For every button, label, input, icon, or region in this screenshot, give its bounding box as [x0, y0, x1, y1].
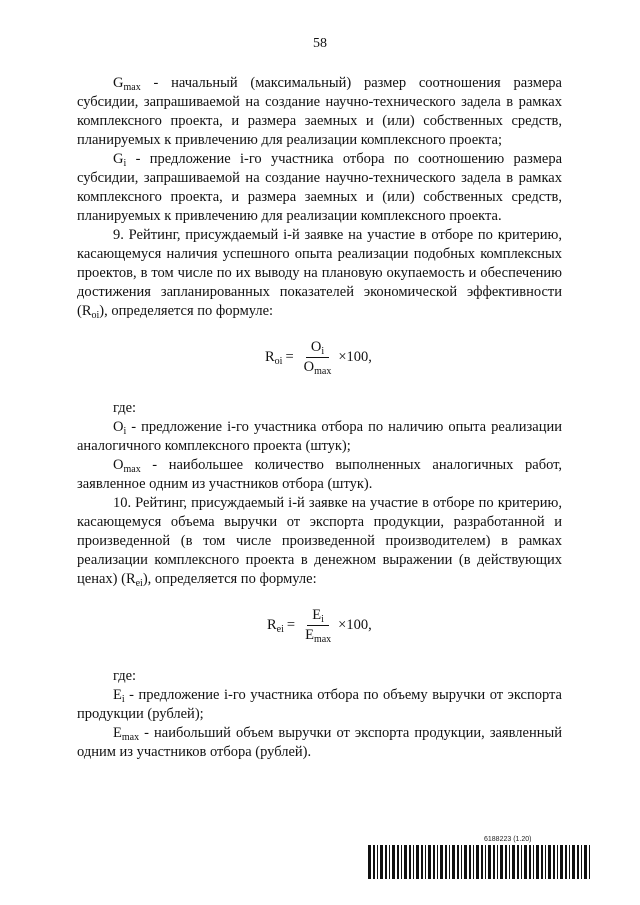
paragraph-text: - наибольшее количество выполненных аналогичных работ, заявленное одним из участников отбора (штук).: [77, 457, 562, 492]
paragraph-text: - наибольший объем выручки от экспорта продукции, заявленный одним из участников отбора (рублей).: [77, 725, 562, 760]
paragraph-o-i: [77, 418, 562, 456]
subscript-i: i: [123, 426, 127, 437]
paragraph-text: 10. Рейтинг, присуждаемый i-й заявке на участие в отборе по критерию, касающемуся объема выручки от экспорта продукции, разработанной и произведенной (в том числе произведенной производителем) в рамках реализации комплексного проекта в денежном выражении (в действующих ценах) (: [77, 495, 562, 587]
symbol-r: R: [81, 303, 92, 319]
fraction-denominator: $O_{max}$: [303, 359, 332, 377]
symbol-g: G: [113, 151, 124, 167]
paragraph-where: где:: [113, 668, 137, 684]
paragraph-g-i: [77, 150, 562, 226]
symbol-o: O: [113, 457, 124, 473]
subscript-max: max: [121, 732, 140, 743]
paragraph-tail: ), определяется по формуле:: [142, 571, 317, 587]
subscript-ei: ei: [135, 578, 143, 589]
document-code: 6188223 (1.20): [484, 836, 532, 843]
fraction-denominator: $E_{max}$: [305, 627, 332, 645]
symbol-g: G: [113, 75, 124, 91]
subscript-i: i: [123, 158, 127, 169]
paragraph-text: - начальный (максимальный) размер соотношения размера субсидии, запрашиваемой на создание научно-технического задела в рамках комплексного проекта, и размера заемных и (или) собственных средств, планируемых к привлечению для реализации комплексного проекта;: [77, 75, 562, 148]
formula-equals: =: [285, 349, 294, 365]
formula-fraction: [300, 607, 336, 644]
paragraph-text: 9. Рейтинг, присуждаемый i-й заявке на участие в отборе по критерию, касающемуся наличия успешного опыта реализации подобных комплексных проектов, в том числе по их выводу на плановую окупаемость и обеспечению достижения запланированных показателей экономической эффективности (: [77, 227, 562, 319]
formula-lhs: $R_{oi}$: [265, 349, 283, 367]
formula-equals: =: [286, 617, 296, 633]
symbol-e: E: [113, 687, 122, 703]
subscript-max: max: [123, 464, 141, 475]
formula-r-ei: [77, 589, 562, 667]
formula-lhs: $R_{ei}$: [267, 617, 284, 635]
paragraph-text: - предложение i-го участника отбора по соотношению размера субсидии, запрашиваемой на создание научно-технического задела в рамках комплексного проекта, и размера заемных и (или) собственных средств, планируемых к привлечению для реализации комплексного проекта.: [77, 151, 562, 224]
symbol-e: E: [113, 725, 122, 741]
barcode: [368, 845, 590, 879]
symbol-o: O: [113, 419, 124, 435]
formula-r-oi: [77, 321, 562, 399]
subscript-i: i: [121, 694, 125, 705]
paragraph-where: где:: [113, 400, 137, 416]
paragraph-text: - предложение i-го участника отбора по объему выручки от экспорта продукции (рублей);: [77, 687, 562, 722]
subscript-oi: oi: [91, 310, 100, 321]
paragraph-e-i: [77, 686, 562, 724]
page-number: 58: [313, 36, 327, 51]
subscript-max: max: [123, 82, 141, 93]
fraction-numerator: $O_i$: [306, 339, 329, 358]
formula-multiplier: ×100,: [338, 349, 372, 365]
paragraph-g-max: [77, 74, 562, 150]
paragraph-tail: ), определяется по формуле:: [99, 303, 274, 319]
symbol-r: R: [125, 571, 136, 587]
formula-fraction: [299, 339, 337, 376]
document-body: [77, 74, 562, 762]
paragraph-e-max: [77, 724, 562, 762]
paragraph-o-max: [77, 456, 562, 494]
fraction-numerator: $E_i$: [307, 607, 329, 626]
paragraph-item-9: [77, 226, 562, 321]
paragraph-item-10: [77, 494, 562, 589]
paragraph-text: - предложение i-го участника отбора по наличию опыта реализации аналогичного комплексного проекта (штук);: [77, 419, 562, 454]
formula-multiplier: ×100,: [338, 617, 372, 633]
